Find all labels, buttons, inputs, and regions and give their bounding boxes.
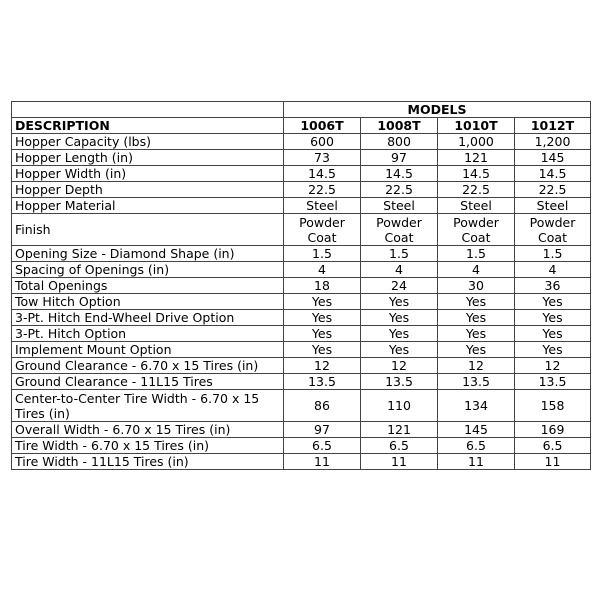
- table-cell: 36: [515, 278, 591, 294]
- table-cell: 110: [361, 390, 438, 422]
- table-cell: 1,200: [515, 134, 591, 150]
- table-cell: 11: [284, 454, 361, 470]
- table-cell: 86: [284, 390, 361, 422]
- table-cell: 11: [515, 454, 591, 470]
- table-row: [12, 262, 591, 278]
- table-cell: 12: [438, 358, 515, 374]
- table-cell: 11: [361, 454, 438, 470]
- table-cell: 22.5: [515, 182, 591, 198]
- table-cell: 97: [284, 422, 361, 438]
- table-cell: 6.5: [284, 438, 361, 454]
- table-cell: 12: [361, 358, 438, 374]
- row-label: Ground Clearance - 6.70 x 15 Tires (in): [12, 358, 284, 374]
- row-label: Ground Clearance - 11L15 Tires: [12, 374, 284, 390]
- row-label: Hopper Depth: [12, 182, 284, 198]
- table-cell: Steel: [438, 198, 515, 214]
- table-cell: 121: [361, 422, 438, 438]
- spec-table: [11, 101, 591, 470]
- table-cell: 22.5: [284, 182, 361, 198]
- row-label: Hopper Width (in): [12, 166, 284, 182]
- table-cell: 30: [438, 278, 515, 294]
- table-cell: Yes: [438, 294, 515, 310]
- table-cell: 6.5: [515, 438, 591, 454]
- table-cell: 1.5: [515, 246, 591, 262]
- row-label: Hopper Length (in): [12, 150, 284, 166]
- table-cell: Yes: [438, 326, 515, 342]
- table-cell: 145: [438, 422, 515, 438]
- table-cell: 14.5: [284, 166, 361, 182]
- table-cell: 73: [284, 150, 361, 166]
- row-label: Center-to-Center Tire Width - 6.70 x 15 Tires (in): [12, 390, 284, 422]
- table-cell: Yes: [284, 294, 361, 310]
- row-label: 3-Pt. Hitch End-Wheel Drive Option: [12, 310, 284, 326]
- table-row: [12, 198, 591, 214]
- table-cell: 13.5: [438, 374, 515, 390]
- table-cell: 145: [515, 150, 591, 166]
- table-cell: Yes: [284, 310, 361, 326]
- table-cell: 4: [361, 262, 438, 278]
- table-row: [12, 246, 591, 262]
- table-row: [12, 438, 591, 454]
- table-row: [12, 422, 591, 438]
- table-cell: Yes: [515, 294, 591, 310]
- table-row: [12, 294, 591, 310]
- model-header: 1008T: [361, 118, 438, 134]
- table-row: [12, 358, 591, 374]
- table-cell: Yes: [361, 342, 438, 358]
- table-cell: 169: [515, 422, 591, 438]
- row-label: Tow Hitch Option: [12, 294, 284, 310]
- table-cell: 13.5: [361, 374, 438, 390]
- table-row: [12, 326, 591, 342]
- table-cell: Steel: [361, 198, 438, 214]
- table-cell: Steel: [284, 198, 361, 214]
- table-cell: 4: [438, 262, 515, 278]
- table-cell: Yes: [284, 326, 361, 342]
- table-row: [12, 310, 591, 326]
- table-cell: 4: [515, 262, 591, 278]
- models-header: MODELS: [284, 102, 591, 118]
- table-cell: Powder Coat: [361, 214, 438, 246]
- table-row: [12, 134, 591, 150]
- row-label: Hopper Capacity (lbs): [12, 134, 284, 150]
- table-cell: 14.5: [515, 166, 591, 182]
- table-row: [12, 166, 591, 182]
- row-label: Total Openings: [12, 278, 284, 294]
- models-group-row: [12, 102, 591, 118]
- row-label: 3-Pt. Hitch Option: [12, 326, 284, 342]
- row-label: Opening Size - Diamond Shape (in): [12, 246, 284, 262]
- table-cell: 800: [361, 134, 438, 150]
- table-cell: 1.5: [361, 246, 438, 262]
- table-cell: Yes: [438, 342, 515, 358]
- table-cell: Yes: [438, 310, 515, 326]
- table-cell: Yes: [515, 326, 591, 342]
- table-row: [12, 374, 591, 390]
- table-cell: 121: [438, 150, 515, 166]
- model-header: 1012T: [515, 118, 591, 134]
- table-cell: Yes: [361, 326, 438, 342]
- table-cell: Yes: [515, 342, 591, 358]
- table-cell: 22.5: [361, 182, 438, 198]
- spec-table-body: [12, 102, 591, 470]
- table-cell: 134: [438, 390, 515, 422]
- table-row: [12, 390, 591, 422]
- row-label: Spacing of Openings (in): [12, 262, 284, 278]
- table-cell: Yes: [361, 294, 438, 310]
- table-cell: 4: [284, 262, 361, 278]
- table-cell: Powder Coat: [438, 214, 515, 246]
- table-row: [12, 214, 591, 246]
- table-cell: 6.5: [361, 438, 438, 454]
- description-header: DESCRIPTION: [12, 118, 284, 134]
- table-cell: 11: [438, 454, 515, 470]
- table-cell: 1.5: [438, 246, 515, 262]
- table-row: [12, 182, 591, 198]
- row-label: Hopper Material: [12, 198, 284, 214]
- row-label: Tire Width - 6.70 x 15 Tires (in): [12, 438, 284, 454]
- table-cell: 13.5: [284, 374, 361, 390]
- model-header: 1006T: [284, 118, 361, 134]
- table-cell: 1.5: [284, 246, 361, 262]
- table-cell: 97: [361, 150, 438, 166]
- table-cell: 12: [515, 358, 591, 374]
- table-cell: 14.5: [361, 166, 438, 182]
- table-cell: 1,000: [438, 134, 515, 150]
- table-cell: 12: [284, 358, 361, 374]
- row-label: Tire Width - 11L15 Tires (in): [12, 454, 284, 470]
- table-row: [12, 342, 591, 358]
- table-row: [12, 150, 591, 166]
- table-cell: Yes: [284, 342, 361, 358]
- table-cell: 18: [284, 278, 361, 294]
- table-cell: 14.5: [438, 166, 515, 182]
- table-cell: Powder Coat: [515, 214, 591, 246]
- table-cell: 600: [284, 134, 361, 150]
- model-header: 1010T: [438, 118, 515, 134]
- table-cell: Yes: [515, 310, 591, 326]
- row-label: Overall Width - 6.70 x 15 Tires (in): [12, 422, 284, 438]
- table-cell: Steel: [515, 198, 591, 214]
- row-label: Implement Mount Option: [12, 342, 284, 358]
- table-cell: 158: [515, 390, 591, 422]
- column-header-row: [12, 118, 591, 134]
- table-cell: 22.5: [438, 182, 515, 198]
- table-cell: 6.5: [438, 438, 515, 454]
- table-cell: Yes: [361, 310, 438, 326]
- table-row: [12, 454, 591, 470]
- table-cell: 13.5: [515, 374, 591, 390]
- row-label: Finish: [12, 214, 284, 246]
- table-row: [12, 278, 591, 294]
- table-cell: 24: [361, 278, 438, 294]
- blank-header-cell: [12, 102, 284, 118]
- table-cell: Powder Coat: [284, 214, 361, 246]
